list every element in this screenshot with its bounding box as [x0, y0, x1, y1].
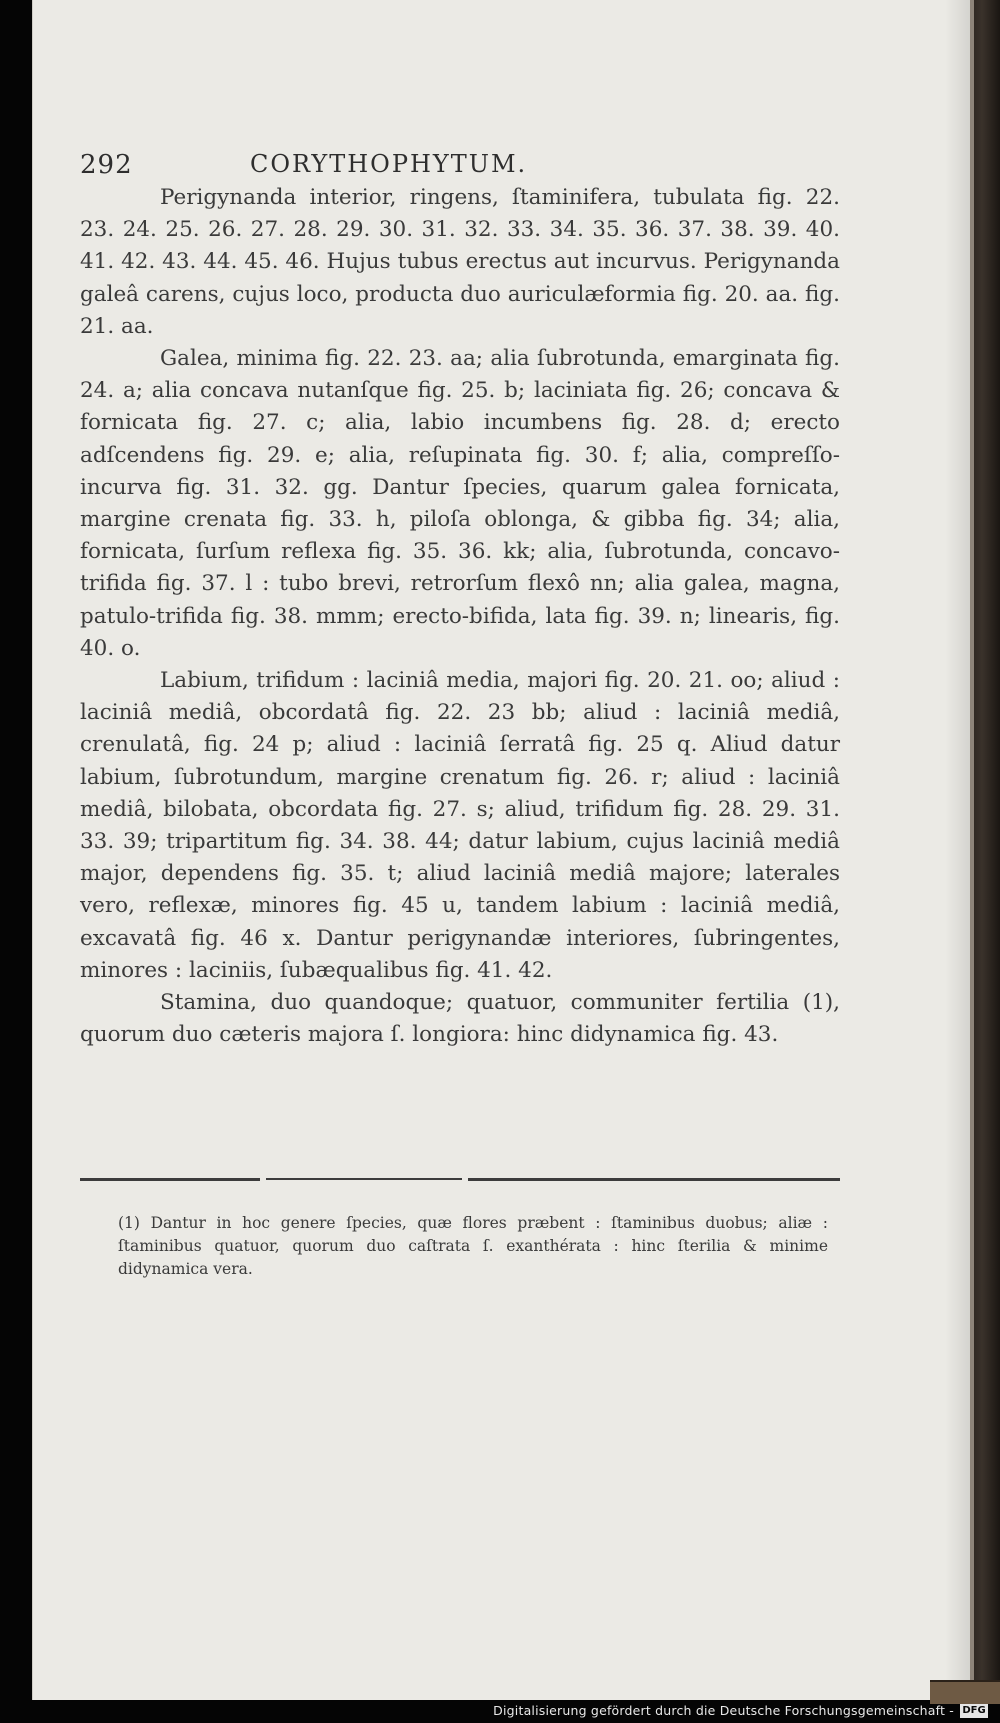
footnote-rule-right [468, 1178, 840, 1181]
page-header [80, 150, 840, 180]
footnote-rule-middle [266, 1178, 462, 1180]
page-body [80, 182, 840, 1051]
paragraph-galea: Galea, minima fig. 22. 23. aa; alia ſubrotunda, emarginata fig. 24. a; alia concava nutanſque fig. 25. b; laciniata fig. 26; concava & fornicata fig. 27. c; alia, labio incumbens fig. 28. d; erecto adſcendens fig. 29. e; alia, reſupinata fig. 30. f; alia, compreſſo-incurva fig. 31. 32. gg. Dantur ſpecies, quarum galea fornicata, margine crenata fig. 33. h, piloſa oblonga, & gibba fig. 34; alia, fornicata, ſurſum reflexa fig. 35. 36. kk; alia, ſubrotunda, concavo-trifida fig. 37. l : tubo brevi, retrorſum flexô nn; alia galea, magna, patulo-trifida fig. 38. mmm; erecto-bifida, lata fig. 39. n; linearis, fig. 40. o. [80, 346, 840, 661]
paragraph-labium: Labium, trifidum : laciniâ media, majori fig. 20. 21. oo; aliud : laciniâ mediâ, obcordatâ fig. 22. 23 bb; aliud : laciniâ mediâ, crenulatâ, fig. 24 p; aliud : laciniâ ſerratâ fig. 25 q. Aliud datur labium, ſubrotundum, margine crenatum fig. 26. r; aliud : laciniâ mediâ, bilobata, obcordata fig. 27. s; aliud, trifidum fig. 28. 29. 31. 33. 39; tripartitum fig. 34. 38. 44; datur labium, cujus laciniâ mediâ major, dependens fig. 35. t; aliud laciniâ mediâ majore; laterales vero, reflexæ, minores fig. 45 u, tandem labium : laciniâ mediâ, excavatâ fig. 46 x. Dantur perigynandæ interiores, ſubringentes, minores : laciniis, ſubæqualibus fig. 41. 42. [80, 668, 840, 983]
book-spine [970, 0, 1000, 1700]
footnote: (1) Dantur in hoc genere ſpecies, quæ flores præbent : ſtaminibus duobus; aliæ : ſtaminibus quatuor, quorum duo caſtrata ſ. exanthérata : hinc ſterilia & minime didynamica vera. [118, 1214, 828, 1278]
running-title: CORYTHOPHYTUM. [250, 150, 528, 178]
dfg-logo: DFG [960, 1704, 988, 1718]
digitization-credit: Digitalisierung gefördert durch die Deutsche Forschungsgemeinschaft - [493, 1703, 954, 1718]
page-gutter-shadow [945, 0, 971, 1700]
page-number: 292 [80, 150, 133, 180]
paragraph-perigynanda: Perigynanda interior, ringens, ſtaminifera, tubulata fig. 22. 23. 24. 25. 26. 27. 28. 29. 30. 31. 32. 33. 34. 35. 36. 37. 38. 39. 40. 41. 42. 43. 44. 45. 46. Hujus tubus erectus aut incurvus. Perigynanda galeâ carens, cujus loco, producta duo auriculæformia fig. 20. aa. fig. 21. aa. [80, 185, 840, 339]
footnote-rule-left [80, 1178, 260, 1181]
spine-edge [970, 0, 974, 1700]
spine-cap [930, 1680, 1000, 1704]
paragraph-stamina: Stamina, duo quandoque; quatuor, communiter fertilia (1), quorum duo cæteris majora ſ. longiora: hinc didynamica fig. 43. [80, 990, 840, 1048]
